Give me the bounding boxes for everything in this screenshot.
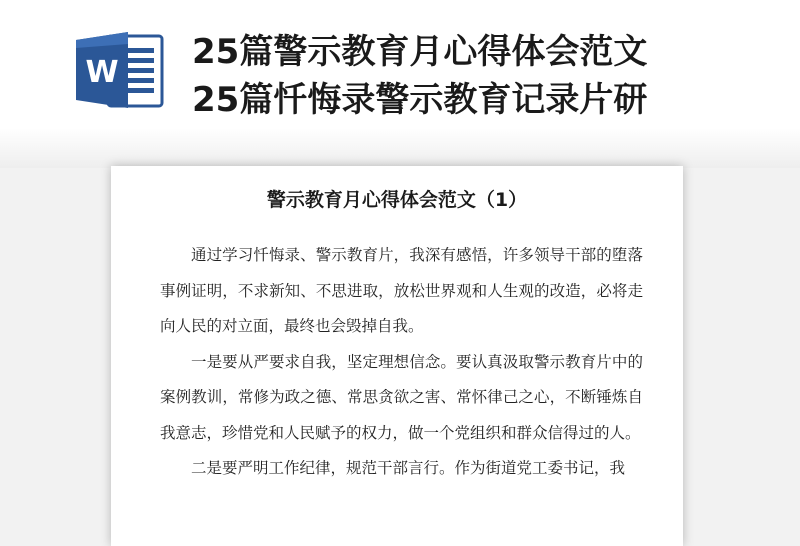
title-line-1: 25篇警示教育月心得体会范文	[192, 32, 648, 72]
word-icon-letter: W	[85, 55, 119, 90]
paragraph-1: 通过学习忏悔录、警示教育片，我深有感悟，许多领导干部的堕落事例证明，不求新知、不思进取，放松世界观和人生观的改造，必将走向人民的对立面，最终也会毁掉自我。	[160, 246, 643, 335]
header-banner	[0, 0, 800, 138]
document-heading: 警示教育月心得体会范文（1）	[266, 189, 528, 211]
document-body	[160, 238, 643, 487]
document-page	[111, 166, 683, 546]
header-divider-shadow	[0, 128, 800, 168]
paragraph-3: 二是要严明工作纪律，规范干部言行。作为街道党工委书记，我	[191, 459, 626, 477]
title-line-2: 25篇忏悔录警示教育记录片研	[192, 80, 648, 120]
word-document-icon	[74, 30, 166, 110]
paragraph-2: 一是要从严要求自我，坚定理想信念。要认真汲取警示教育片中的案例教训，常修为政之德、常思贪欲之害、常怀律己之心，不断锤炼自我意志，珍惜党和人民赋予的权力，做一个党组织和群众信得过的人。	[160, 352, 643, 442]
